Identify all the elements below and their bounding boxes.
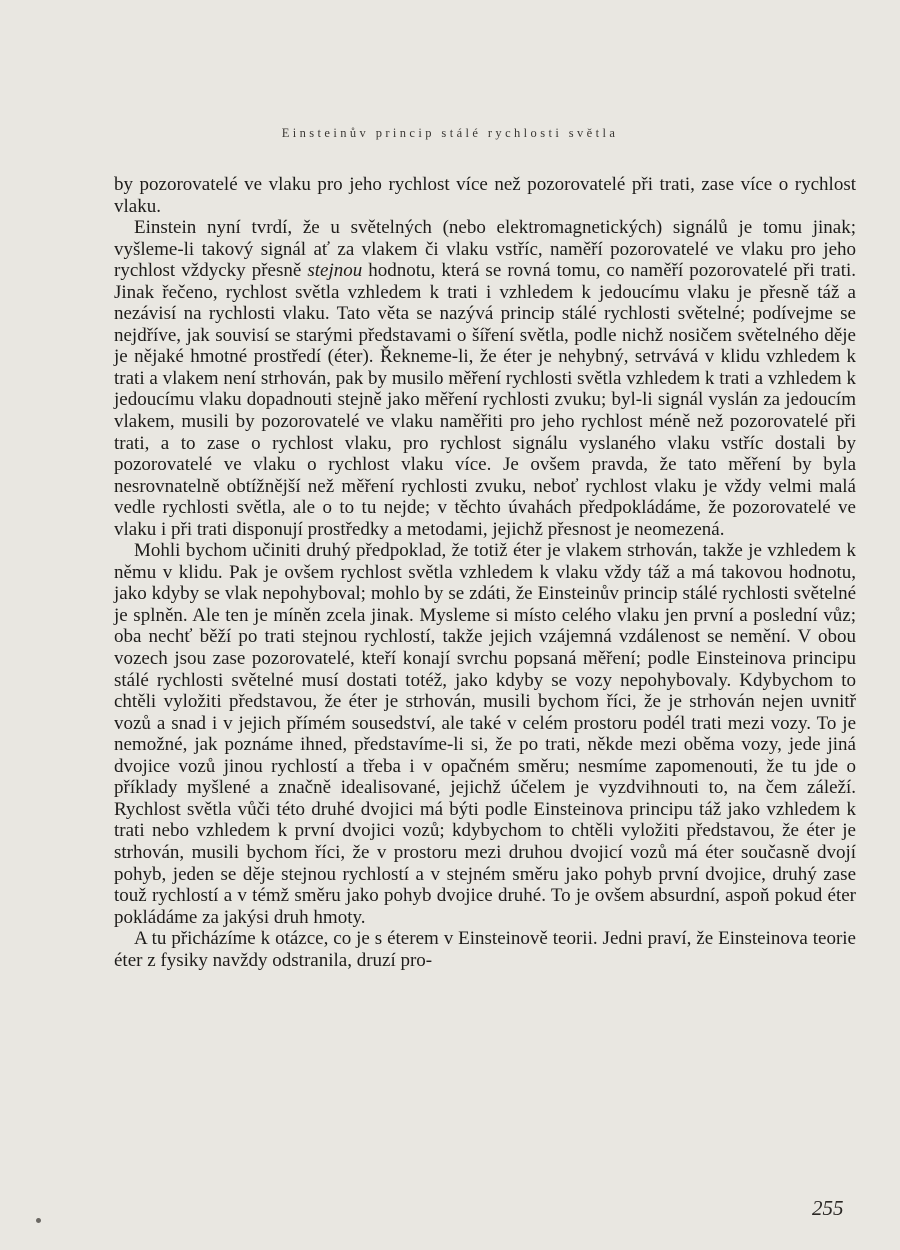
margin-dot: [36, 1218, 41, 1223]
body-text: [114, 174, 856, 971]
emphasis: stejnou: [307, 260, 363, 282]
page-number: 255: [812, 1196, 844, 1220]
paragraph-3: Mohli bychom učiniti druhý předpoklad, že totiž éter je vlakem strhován, takže je vzhledem k němu v klidu. Pak je ovšem rychlost světla vzhledem k vlaku vždy táž a má takovou hodnotu, jako kdyby se vlak nepohyboval; mohlo by se zdáti, že Einsteinův princip stálé rychlosti světelné je splněn. Ale ten je míněn zcela jinak. Mysleme si místo celého vlaku jen první a poslední vůz; oba nechť běží po trati stejnou rychlostí, takže jejich vzájemná vzdálenost se nemění. V obou vozech jsou zase pozorovatelé, kteří konají svrchu popsaná měření; podle Einsteinova principu stálé rychlosti světelné musí dostati totéž, jako kdyby se vozy nepohybovaly. Kdybychom to chtěli vyložiti představou, že éter je strhován, musili bychom říci, že je strhován nejen uvnitř vozů a snad i v jejich přímém sousedství, ale také v celém prostoru podél trati mezi vozy. To je nemožné, jak poznáme ihned, představíme-li si, že po trati, někde mezi oběma vozy, jede jiná dvojice vozů jinou rychlostí a třeba i v opačném směru; nesmíme zapomenouti, že tu jde o příklady myšlené a značně idealisované, jejichž účelem je vyzdvihnouti to, na čem záleží. Rychlost světla vůči této druhé dvojici má býti podle Einsteinova principu táž jako vzhledem k trati nebo vzhledem k první dvojici vozů; kdybychom to chtěli vyložiti představou, že éter je strhován, musili bychom říci, že v prostoru mezi druhou dvojicí vozů má éter současně dvojí pohyb, jeden se děje stejnou rychlostí a v stejném směru jako pohyb první dvojice, druhý zase touž rychlostí a v témž směru jako pohyb dvojice druhé. To je ovšem absurdní, aspoň pokud éter pokládáme za jakýsi druh hmoty.: [114, 540, 856, 928]
paragraph-2: Einstein nyní tvrdí, že u světelných (nebo elektromagnetických) signálů je tomu jinak; vyšleme-li takový signál ať za vlakem či vlaku vstříc, naměří pozorovatelé ve vlaku pro jeho rychlost vždycky přesně stejnou hodnotu, která se rovná tomu, co naměří pozorovatelé při trati. Jinak řečeno, rychlost světla vzhledem k trati i vzhledem k jedoucímu vlaku je přesně táž a nezávisí na rychlosti vlaku. Tato věta se nazývá princip stálé rychlosti světelné; podívejme se nejdříve, jak souvisí se starými představami o šíření světla, podle nichž nosičem světelného děje je nějaké hmotné prostředí (éter). Řekneme-li, že éter je nehybný, setrvává v klidu vzhledem k trati a vlakem není strhován, pak by musilo měření rychlosti světla vzhledem k trati a vzhledem k jedoucímu vlaku dopadnouti stejně jako měření rychlosti zvuku; byl-li signál vyslán za jedoucím vlakem, musili by pozorovatelé ve vlaku naměřiti pro jeho rychlost méně než pozorovatelé při trati, a to zase o rychlost vlaku, pro rychlost signálu vyslaného vlaku vstříc dostali by pozorovatelé ve vlaku o rychlost vlaku více. Je ovšem pravda, že tato měření by byla nesrovnatelně obtížnější než měření rychlosti zvuku, neboť rychlost vlaku je vždy velmi malá vedle rychlosti světla, ale o to tu nejde; v těchto úvahách předpokládáme, že pozorovatelé ve vlaku i při trati disponují prostředky a metodami, jejichž přesnost je neomezená.: [114, 217, 857, 540]
paragraph-1: by pozorovatelé ve vlaku pro jeho rychlost více než pozorovatelé při trati, zase více o rychlost vlaku.: [114, 174, 856, 217]
running-head: Einsteinův princip stálé rychlosti světla: [281, 126, 619, 140]
paragraph-4: A tu přicházíme k otázce, co je s éterem v Einsteinově teorii. Jedni praví, že Einsteinova teorie éter z fysiky navždy odstranila, druzí pro-: [114, 928, 856, 971]
